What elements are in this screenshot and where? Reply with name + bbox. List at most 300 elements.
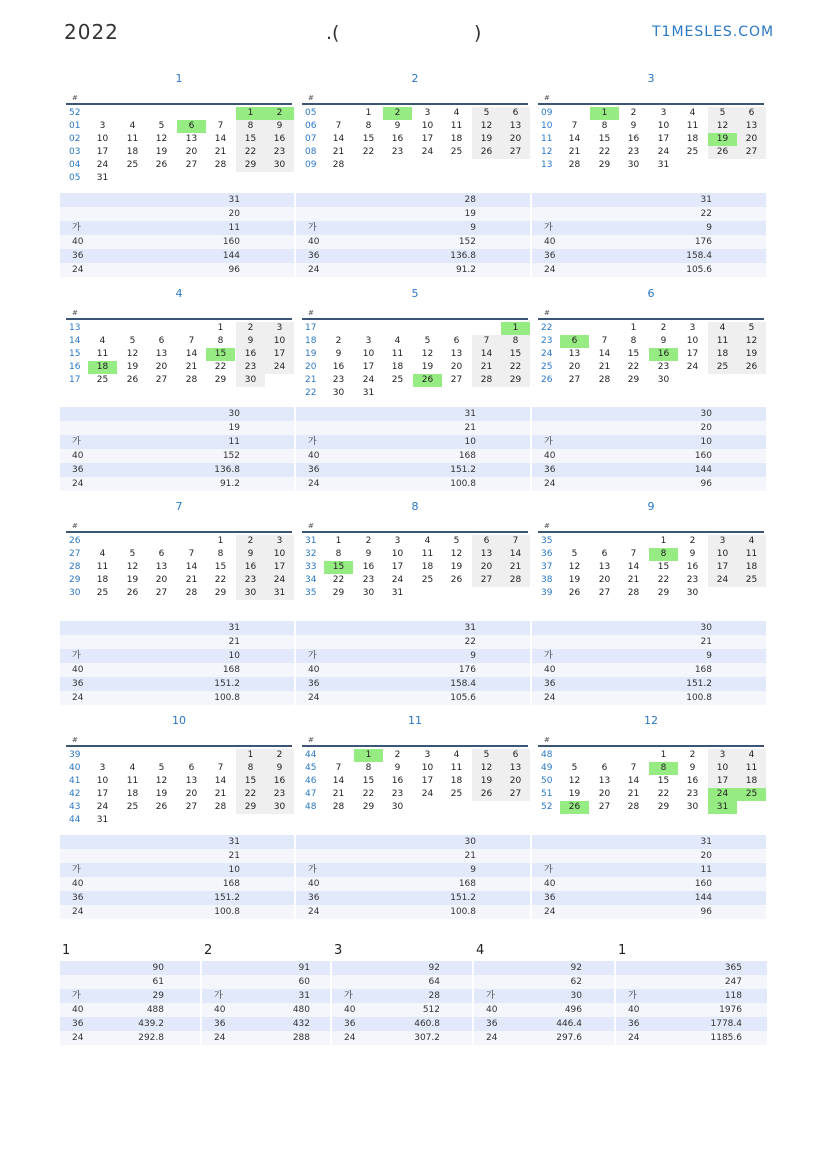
day-cell[interactable]: 26 xyxy=(472,788,501,801)
day-cell[interactable] xyxy=(147,535,176,548)
day-cell[interactable]: 23 xyxy=(627,147,640,157)
day-cell[interactable]: 7 xyxy=(601,336,608,346)
day-cell[interactable]: 23 xyxy=(236,361,265,374)
day-cell[interactable]: 30 xyxy=(627,160,640,170)
day-cell[interactable]: 16 xyxy=(265,775,294,788)
day-cell[interactable]: 9 xyxy=(335,349,342,359)
day-cell[interactable]: 12 xyxy=(568,562,581,572)
day-cell[interactable]: 22 xyxy=(362,147,375,157)
day-cell[interactable]: 16 xyxy=(236,348,265,361)
day-cell[interactable]: 11 xyxy=(126,134,139,144)
day-cell[interactable]: 5 xyxy=(158,121,165,131)
day-cell[interactable]: 10 xyxy=(657,121,670,131)
day-cell[interactable]: 14 xyxy=(332,134,345,144)
day-cell[interactable]: 16 xyxy=(332,362,345,372)
day-cell[interactable] xyxy=(708,374,737,387)
day-cell[interactable]: 15 xyxy=(627,349,640,359)
day-cell[interactable]: 8 xyxy=(236,762,265,775)
day-cell[interactable]: 14 xyxy=(185,562,198,572)
day-cell[interactable]: 15 xyxy=(362,776,375,786)
day-cell[interactable]: 11 xyxy=(450,121,463,131)
day-cell[interactable]: 18 xyxy=(686,134,699,144)
day-cell[interactable]: 3 xyxy=(424,750,431,760)
day-cell[interactable]: 5 xyxy=(571,549,578,559)
day-cell[interactable]: 2 xyxy=(236,322,265,335)
day-cell[interactable] xyxy=(354,322,383,335)
day-cell[interactable] xyxy=(413,387,442,400)
day-cell[interactable]: 22 xyxy=(657,789,670,799)
day-cell[interactable]: 25 xyxy=(686,147,699,157)
day-cell[interactable]: 15 xyxy=(598,134,611,144)
day-cell[interactable]: 21 xyxy=(627,789,640,799)
day-cell[interactable]: 21 xyxy=(185,362,198,372)
day-cell[interactable]: 16 xyxy=(362,562,375,572)
day-cell[interactable]: 17 xyxy=(686,349,699,359)
day-cell[interactable]: 25 xyxy=(737,574,766,587)
day-cell[interactable]: 28 xyxy=(185,375,198,385)
day-cell[interactable]: 23 xyxy=(265,146,294,159)
day-cell[interactable] xyxy=(147,322,176,335)
day-cell[interactable]: 19 xyxy=(737,348,766,361)
day-cell[interactable]: 24 xyxy=(421,789,434,799)
day-cell[interactable]: 10 xyxy=(96,776,109,786)
day-cell[interactable]: 19 xyxy=(421,362,434,372)
day-cell[interactable]: 29 xyxy=(657,802,670,812)
day-cell[interactable]: 5 xyxy=(708,107,737,120)
day-cell[interactable]: 30 xyxy=(236,374,265,387)
day-cell[interactable]: 12 xyxy=(737,335,766,348)
day-cell[interactable]: 26 xyxy=(472,146,501,159)
day-cell[interactable]: 17 xyxy=(265,348,294,361)
day-cell[interactable]: 6 xyxy=(158,336,165,346)
day-cell[interactable]: 1 xyxy=(217,323,224,333)
day-cell[interactable]: 2 xyxy=(689,536,696,546)
day-cell[interactable]: 24 xyxy=(708,574,737,587)
day-cell[interactable]: 9 xyxy=(394,763,401,773)
day-cell[interactable] xyxy=(177,814,206,827)
day-cell[interactable]: 5 xyxy=(472,749,501,762)
day-cell[interactable] xyxy=(413,587,442,600)
day-cell[interactable]: 31 xyxy=(96,815,109,825)
day-cell[interactable]: 10 xyxy=(96,134,109,144)
day-cell[interactable]: 6 xyxy=(501,749,530,762)
day-cell[interactable]: 5 xyxy=(129,336,136,346)
day-cell[interactable]: 15 xyxy=(657,776,670,786)
day-cell[interactable]: 10 xyxy=(421,121,434,131)
day-cell[interactable]: 21 xyxy=(472,361,501,374)
day-cell[interactable]: 16 xyxy=(391,134,404,144)
day-cell[interactable]: 10 xyxy=(265,548,294,561)
day-cell[interactable]: 12 xyxy=(126,562,139,572)
day-cell[interactable]: 19 xyxy=(568,575,581,585)
day-cell[interactable]: 11 xyxy=(391,349,404,359)
site-logo[interactable]: T1MESLES.COM xyxy=(652,24,775,40)
day-cell[interactable]: 28 xyxy=(598,375,611,385)
day-cell[interactable]: 9 xyxy=(365,549,372,559)
day-cell[interactable]: 9 xyxy=(689,763,696,773)
day-cell[interactable]: 12 xyxy=(450,549,463,559)
day-cell[interactable]: 11 xyxy=(686,121,699,131)
day-cell[interactable] xyxy=(590,322,619,335)
day-cell[interactable]: 10 xyxy=(708,762,737,775)
day-cell[interactable] xyxy=(118,749,147,762)
day-cell[interactable]: 7 xyxy=(188,336,195,346)
day-cell[interactable]: 13 xyxy=(737,120,766,133)
day-cell[interactable]: 15 xyxy=(324,561,353,574)
day-cell[interactable]: 16 xyxy=(686,562,699,572)
day-cell[interactable]: 14 xyxy=(627,562,640,572)
day-cell[interactable]: 4 xyxy=(129,121,136,131)
day-cell[interactable] xyxy=(383,322,412,335)
day-cell[interactable]: 17 xyxy=(265,561,294,574)
day-cell[interactable]: 25 xyxy=(96,375,109,385)
day-cell[interactable]: 1 xyxy=(354,749,383,762)
day-cell[interactable] xyxy=(118,814,147,827)
day-cell[interactable]: 19 xyxy=(126,362,139,372)
day-cell[interactable]: 28 xyxy=(332,160,345,170)
day-cell[interactable] xyxy=(324,322,353,335)
day-cell[interactable] xyxy=(472,587,501,600)
day-cell[interactable]: 12 xyxy=(155,134,168,144)
day-cell[interactable]: 2 xyxy=(236,535,265,548)
day-cell[interactable]: 13 xyxy=(155,562,168,572)
day-cell[interactable] xyxy=(88,322,117,335)
day-cell[interactable] xyxy=(590,749,619,762)
day-cell[interactable]: 14 xyxy=(598,349,611,359)
day-cell[interactable]: 26 xyxy=(450,575,463,585)
day-cell[interactable] xyxy=(413,322,442,335)
day-cell[interactable]: 18 xyxy=(737,775,766,788)
day-cell[interactable]: 8 xyxy=(501,335,530,348)
day-cell[interactable]: 26 xyxy=(126,588,139,598)
day-cell[interactable]: 22 xyxy=(214,575,227,585)
day-cell[interactable]: 3 xyxy=(265,535,294,548)
day-cell[interactable] xyxy=(442,801,471,814)
day-cell[interactable]: 31 xyxy=(265,587,294,600)
day-cell[interactable]: 2 xyxy=(265,107,294,120)
day-cell[interactable]: 13 xyxy=(185,134,198,144)
day-cell[interactable]: 16 xyxy=(265,133,294,146)
day-cell[interactable] xyxy=(737,801,766,814)
day-cell[interactable] xyxy=(619,749,648,762)
day-cell[interactable]: 8 xyxy=(601,121,608,131)
day-cell[interactable]: 15 xyxy=(206,348,235,361)
day-cell[interactable]: 3 xyxy=(689,323,696,333)
day-cell[interactable]: 23 xyxy=(657,362,670,372)
day-cell[interactable]: 1 xyxy=(501,322,530,335)
day-cell[interactable]: 23 xyxy=(236,574,265,587)
day-cell[interactable]: 3 xyxy=(708,535,737,548)
day-cell[interactable]: 14 xyxy=(627,776,640,786)
day-cell[interactable]: 25 xyxy=(126,802,139,812)
day-cell[interactable]: 17 xyxy=(708,775,737,788)
day-cell[interactable]: 27 xyxy=(501,788,530,801)
day-cell[interactable] xyxy=(678,159,707,172)
day-cell[interactable]: 3 xyxy=(394,536,401,546)
day-cell[interactable]: 16 xyxy=(649,348,678,361)
day-cell[interactable]: 22 xyxy=(236,146,265,159)
day-cell[interactable]: 20 xyxy=(501,775,530,788)
day-cell[interactable]: 27 xyxy=(185,802,198,812)
day-cell[interactable] xyxy=(472,801,501,814)
day-cell[interactable]: 2 xyxy=(335,336,342,346)
day-cell[interactable]: 23 xyxy=(686,789,699,799)
day-cell[interactable]: 8 xyxy=(365,763,372,773)
day-cell[interactable]: 6 xyxy=(501,107,530,120)
day-cell[interactable]: 9 xyxy=(394,121,401,131)
day-cell[interactable]: 20 xyxy=(501,133,530,146)
day-cell[interactable]: 24 xyxy=(96,802,109,812)
day-cell[interactable] xyxy=(413,159,442,172)
day-cell[interactable]: 6 xyxy=(737,107,766,120)
day-cell[interactable]: 31 xyxy=(391,588,404,598)
day-cell[interactable]: 26 xyxy=(737,361,766,374)
day-cell[interactable]: 2 xyxy=(394,750,401,760)
day-cell[interactable]: 21 xyxy=(185,575,198,585)
day-cell[interactable]: 19 xyxy=(708,133,737,146)
day-cell[interactable]: 2 xyxy=(365,536,372,546)
day-cell[interactable]: 1 xyxy=(217,536,224,546)
day-cell[interactable]: 29 xyxy=(214,588,227,598)
day-cell[interactable]: 26 xyxy=(155,802,168,812)
day-cell[interactable]: 18 xyxy=(708,348,737,361)
day-cell[interactable]: 22 xyxy=(362,789,375,799)
day-cell[interactable]: 21 xyxy=(332,147,345,157)
day-cell[interactable]: 11 xyxy=(450,763,463,773)
day-cell[interactable]: 3 xyxy=(265,322,294,335)
day-cell[interactable]: 1 xyxy=(335,536,342,546)
day-cell[interactable]: 13 xyxy=(185,776,198,786)
day-cell[interactable]: 8 xyxy=(649,762,678,775)
day-cell[interactable]: 1 xyxy=(236,107,265,120)
day-cell[interactable]: 23 xyxy=(391,147,404,157)
day-cell[interactable]: 13 xyxy=(568,349,581,359)
day-cell[interactable]: 30 xyxy=(686,588,699,598)
day-cell[interactable]: 12 xyxy=(472,120,501,133)
day-cell[interactable]: 21 xyxy=(332,789,345,799)
day-cell[interactable]: 11 xyxy=(708,335,737,348)
day-cell[interactable]: 17 xyxy=(657,134,670,144)
day-cell[interactable] xyxy=(383,159,412,172)
day-cell[interactable] xyxy=(177,172,206,185)
day-cell[interactable] xyxy=(501,587,530,600)
day-cell[interactable]: 9 xyxy=(265,120,294,133)
day-cell[interactable]: 22 xyxy=(627,362,640,372)
day-cell[interactable] xyxy=(708,587,737,600)
day-cell[interactable] xyxy=(265,814,294,827)
day-cell[interactable]: 13 xyxy=(155,349,168,359)
day-cell[interactable]: 30 xyxy=(265,801,294,814)
day-cell[interactable]: 4 xyxy=(708,322,737,335)
day-cell[interactable] xyxy=(590,535,619,548)
day-cell[interactable]: 16 xyxy=(236,561,265,574)
day-cell[interactable]: 29 xyxy=(501,374,530,387)
day-cell[interactable]: 2 xyxy=(689,750,696,760)
day-cell[interactable] xyxy=(118,107,147,120)
day-cell[interactable]: 9 xyxy=(236,548,265,561)
day-cell[interactable]: 15 xyxy=(236,133,265,146)
day-cell[interactable]: 2 xyxy=(383,107,412,120)
day-cell[interactable]: 14 xyxy=(501,548,530,561)
day-cell[interactable]: 4 xyxy=(689,108,696,118)
day-cell[interactable]: 26 xyxy=(708,146,737,159)
day-cell[interactable]: 11 xyxy=(96,349,109,359)
day-cell[interactable]: 9 xyxy=(265,762,294,775)
day-cell[interactable] xyxy=(206,172,235,185)
day-cell[interactable]: 28 xyxy=(568,160,581,170)
day-cell[interactable]: 15 xyxy=(362,134,375,144)
day-cell[interactable]: 27 xyxy=(568,375,581,385)
day-cell[interactable] xyxy=(442,159,471,172)
day-cell[interactable]: 1 xyxy=(630,323,637,333)
day-cell[interactable]: 27 xyxy=(155,588,168,598)
day-cell[interactable]: 7 xyxy=(217,121,224,131)
day-cell[interactable]: 25 xyxy=(391,375,404,385)
day-cell[interactable]: 4 xyxy=(99,549,106,559)
day-cell[interactable]: 18 xyxy=(391,362,404,372)
day-cell[interactable] xyxy=(678,374,707,387)
day-cell[interactable]: 25 xyxy=(126,160,139,170)
day-cell[interactable]: 27 xyxy=(737,146,766,159)
day-cell[interactable]: 7 xyxy=(472,335,501,348)
day-cell[interactable]: 6 xyxy=(472,535,501,548)
day-cell[interactable] xyxy=(118,535,147,548)
day-cell[interactable]: 22 xyxy=(501,361,530,374)
day-cell[interactable]: 30 xyxy=(332,388,345,398)
day-cell[interactable]: 20 xyxy=(450,362,463,372)
day-cell[interactable]: 31 xyxy=(362,388,375,398)
day-cell[interactable]: 20 xyxy=(185,147,198,157)
day-cell[interactable]: 18 xyxy=(126,147,139,157)
day-cell[interactable]: 3 xyxy=(424,108,431,118)
day-cell[interactable]: 4 xyxy=(453,750,460,760)
day-cell[interactable]: 27 xyxy=(450,375,463,385)
day-cell[interactable]: 18 xyxy=(450,776,463,786)
day-cell[interactable]: 6 xyxy=(601,763,608,773)
day-cell[interactable]: 19 xyxy=(472,133,501,146)
day-cell[interactable]: 16 xyxy=(627,134,640,144)
day-cell[interactable]: 5 xyxy=(472,107,501,120)
day-cell[interactable]: 23 xyxy=(332,375,345,385)
day-cell[interactable]: 28 xyxy=(627,588,640,598)
day-cell[interactable]: 10 xyxy=(391,549,404,559)
day-cell[interactable]: 15 xyxy=(501,348,530,361)
day-cell[interactable]: 17 xyxy=(421,134,434,144)
day-cell[interactable]: 14 xyxy=(568,134,581,144)
day-cell[interactable]: 17 xyxy=(96,147,109,157)
day-cell[interactable]: 13 xyxy=(501,120,530,133)
day-cell[interactable]: 9 xyxy=(660,336,667,346)
day-cell[interactable]: 20 xyxy=(472,561,501,574)
day-cell[interactable]: 6 xyxy=(601,549,608,559)
day-cell[interactable]: 24 xyxy=(362,375,375,385)
day-cell[interactable] xyxy=(501,159,530,172)
day-cell[interactable]: 3 xyxy=(99,121,106,131)
day-cell[interactable]: 5 xyxy=(571,763,578,773)
day-cell[interactable] xyxy=(206,107,235,120)
day-cell[interactable] xyxy=(560,535,589,548)
day-cell[interactable] xyxy=(413,801,442,814)
day-cell[interactable] xyxy=(88,749,117,762)
day-cell[interactable] xyxy=(265,374,294,387)
day-cell[interactable]: 25 xyxy=(450,147,463,157)
day-cell[interactable]: 3 xyxy=(708,749,737,762)
day-cell[interactable] xyxy=(265,172,294,185)
day-cell[interactable]: 30 xyxy=(391,802,404,812)
day-cell[interactable]: 28 xyxy=(472,374,501,387)
day-cell[interactable]: 18 xyxy=(96,575,109,585)
day-cell[interactable]: 26 xyxy=(568,588,581,598)
day-cell[interactable] xyxy=(442,587,471,600)
day-cell[interactable] xyxy=(206,749,235,762)
day-cell[interactable] xyxy=(472,387,501,400)
day-cell[interactable]: 23 xyxy=(391,789,404,799)
day-cell[interactable]: 7 xyxy=(630,763,637,773)
day-cell[interactable]: 8 xyxy=(217,549,224,559)
day-cell[interactable]: 27 xyxy=(598,802,611,812)
day-cell[interactable] xyxy=(206,814,235,827)
day-cell[interactable]: 24 xyxy=(686,362,699,372)
day-cell[interactable] xyxy=(708,159,737,172)
day-cell[interactable]: 13 xyxy=(472,548,501,561)
day-cell[interactable]: 11 xyxy=(737,548,766,561)
day-cell[interactable]: 28 xyxy=(214,160,227,170)
day-cell[interactable]: 29 xyxy=(236,159,265,172)
day-cell[interactable]: 25 xyxy=(737,788,766,801)
day-cell[interactable]: 28 xyxy=(185,588,198,598)
day-cell[interactable]: 10 xyxy=(686,336,699,346)
day-cell[interactable] xyxy=(147,749,176,762)
day-cell[interactable]: 19 xyxy=(450,562,463,572)
day-cell[interactable]: 29 xyxy=(627,375,640,385)
day-cell[interactable]: 6 xyxy=(188,763,195,773)
day-cell[interactable]: 20 xyxy=(568,362,581,372)
day-cell[interactable] xyxy=(177,535,206,548)
day-cell[interactable] xyxy=(354,159,383,172)
day-cell[interactable]: 31 xyxy=(96,173,109,183)
day-cell[interactable]: 21 xyxy=(501,561,530,574)
day-cell[interactable]: 8 xyxy=(649,548,678,561)
day-cell[interactable]: 4 xyxy=(129,763,136,773)
day-cell[interactable]: 30 xyxy=(265,159,294,172)
day-cell[interactable] xyxy=(236,172,265,185)
day-cell[interactable]: 1 xyxy=(660,750,667,760)
day-cell[interactable]: 11 xyxy=(421,549,434,559)
day-cell[interactable]: 7 xyxy=(630,549,637,559)
day-cell[interactable]: 21 xyxy=(214,147,227,157)
day-cell[interactable]: 13 xyxy=(501,762,530,775)
day-cell[interactable]: 25 xyxy=(708,361,737,374)
day-cell[interactable] xyxy=(147,107,176,120)
day-cell[interactable]: 18 xyxy=(421,562,434,572)
day-cell[interactable]: 4 xyxy=(394,336,401,346)
day-cell[interactable]: 3 xyxy=(99,763,106,773)
day-cell[interactable] xyxy=(383,387,412,400)
day-cell[interactable] xyxy=(177,749,206,762)
day-cell[interactable]: 5 xyxy=(453,536,460,546)
day-cell[interactable]: 26 xyxy=(126,375,139,385)
day-cell[interactable]: 29 xyxy=(598,160,611,170)
day-cell[interactable]: 19 xyxy=(126,575,139,585)
day-cell[interactable]: 7 xyxy=(501,535,530,548)
day-cell[interactable]: 10 xyxy=(421,763,434,773)
day-cell[interactable]: 2 xyxy=(265,749,294,762)
day-cell[interactable]: 28 xyxy=(332,802,345,812)
day-cell[interactable]: 10 xyxy=(265,335,294,348)
day-cell[interactable]: 1 xyxy=(365,108,372,118)
day-cell[interactable] xyxy=(560,749,589,762)
day-cell[interactable]: 20 xyxy=(598,575,611,585)
